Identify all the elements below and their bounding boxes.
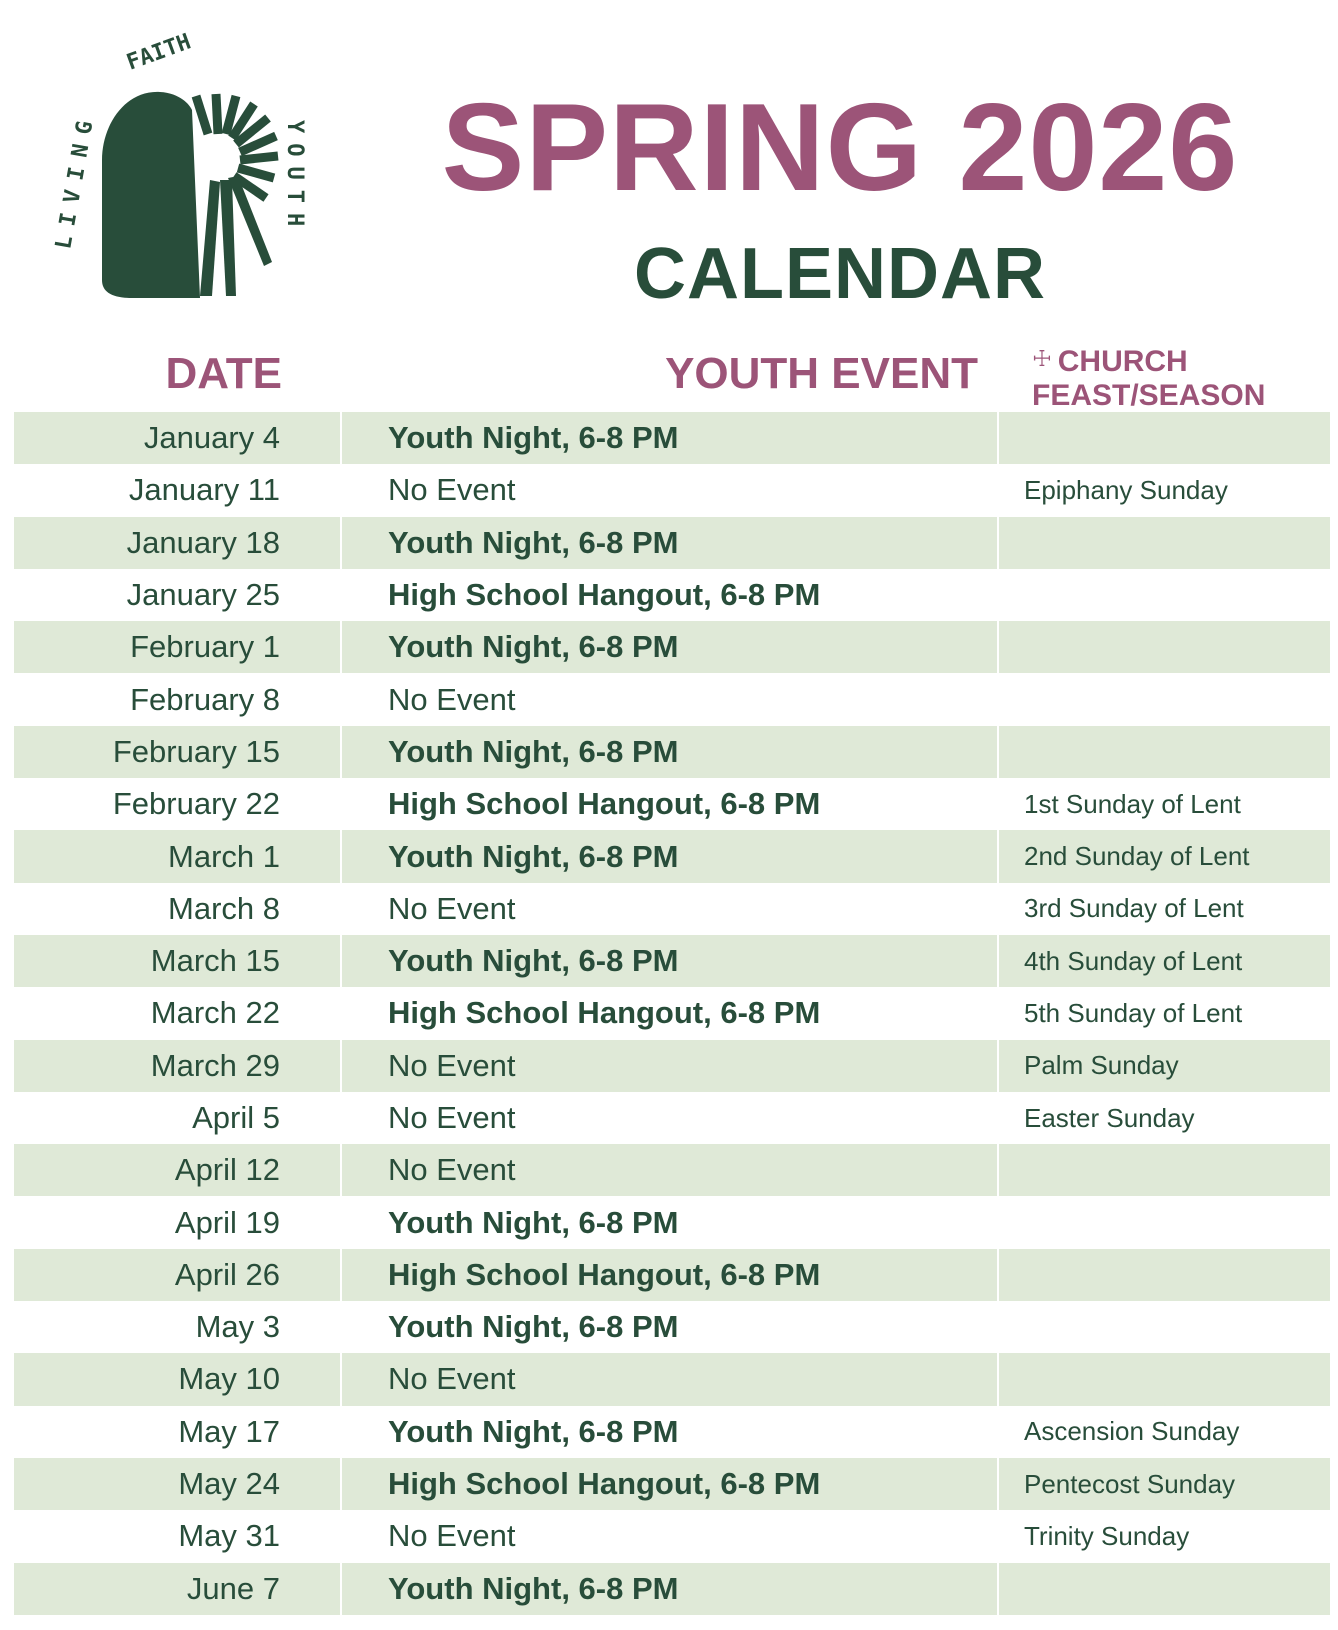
date-cell: March 8 xyxy=(14,883,342,935)
table-row xyxy=(14,1406,1330,1458)
youth-event-cell: Youth Night, 6-8 PM xyxy=(342,1406,999,1458)
youth-event-cell: No Event xyxy=(342,1353,999,1405)
church-feast-cell xyxy=(999,1196,1330,1248)
table-row xyxy=(14,1196,1330,1248)
date-cell: April 19 xyxy=(14,1196,342,1248)
church-feast-cell: Ascension Sunday xyxy=(1024,1416,1240,1447)
church-header-line2: FEAST/SEASON xyxy=(1032,379,1266,412)
youth-event-cell: No Event xyxy=(342,1040,999,1092)
date-cell: February 22 xyxy=(14,778,342,830)
table-row xyxy=(14,778,1330,830)
church-header-line1: CHURCH xyxy=(1057,345,1188,378)
youth-event-cell: Youth Night, 6-8 PM xyxy=(342,830,999,882)
date-cell: March 29 xyxy=(14,1040,342,1092)
table-row xyxy=(14,1249,1330,1301)
church-feast-cell xyxy=(999,621,1330,673)
table-row xyxy=(14,569,1330,621)
church-feast-cell xyxy=(999,1301,1330,1353)
church-feast-cell: 3rd Sunday of Lent xyxy=(1024,893,1244,924)
table-row xyxy=(14,1353,1330,1405)
cross-icon: ☩ xyxy=(1032,346,1052,371)
church-feast-cell: Easter Sunday xyxy=(1024,1102,1195,1133)
table-row xyxy=(14,1040,1330,1092)
date-cell: April 5 xyxy=(14,1092,342,1144)
youth-event-cell: No Event xyxy=(342,1092,999,1144)
church-feast-cell: Palm Sunday xyxy=(1024,1050,1179,1081)
church-feast-cell xyxy=(999,517,1330,569)
table-row xyxy=(14,883,1330,935)
svg-text:LIVING: LIVING xyxy=(51,109,101,252)
church-feast-cell xyxy=(999,1249,1330,1301)
date-cell: March 22 xyxy=(14,987,342,1039)
date-cell: January 11 xyxy=(14,464,342,516)
church-feast-cell xyxy=(999,726,1330,778)
date-cell: June 7 xyxy=(14,1563,342,1615)
date-cell: April 12 xyxy=(14,1144,342,1196)
table-row xyxy=(14,726,1330,778)
column-header-church-feast xyxy=(1032,342,1265,413)
table-row xyxy=(14,987,1330,1039)
church-feast-cell xyxy=(999,1563,1330,1615)
youth-event-cell: No Event xyxy=(342,1510,999,1562)
youth-event-cell: No Event xyxy=(342,883,999,935)
youth-event-cell: No Event xyxy=(342,464,999,516)
column-header-youth-event: YOUTH EVENT xyxy=(665,349,978,398)
youth-event-cell: Youth Night, 6-8 PM xyxy=(342,726,999,778)
table-row xyxy=(14,1458,1330,1510)
date-cell: May 3 xyxy=(14,1301,342,1353)
date-cell: February 1 xyxy=(14,621,342,673)
youth-event-cell: Youth Night, 6-8 PM xyxy=(342,1563,999,1615)
table-row xyxy=(14,1510,1330,1562)
youth-event-cell: High School Hangout, 6-8 PM xyxy=(342,1249,999,1301)
church-feast-cell: 4th Sunday of Lent xyxy=(1024,945,1243,976)
youth-event-cell: Youth Night, 6-8 PM xyxy=(342,412,999,464)
date-cell: April 26 xyxy=(14,1249,342,1301)
church-feast-cell xyxy=(999,1144,1330,1196)
church-feast-cell: Epiphany Sunday xyxy=(1024,474,1228,505)
table-row xyxy=(14,464,1330,516)
table-row xyxy=(14,412,1330,464)
date-cell: May 10 xyxy=(14,1353,342,1405)
youth-event-cell: Youth Night, 6-8 PM xyxy=(342,1196,999,1248)
youth-event-cell: Youth Night, 6-8 PM xyxy=(342,621,999,673)
calendar-table xyxy=(14,412,1330,1615)
church-feast-cell xyxy=(999,1353,1330,1405)
page-title: SPRING 2026 xyxy=(441,79,1239,217)
church-feast-cell xyxy=(999,673,1330,725)
youth-event-cell: High School Hangout, 6-8 PM xyxy=(342,1458,999,1510)
youth-event-cell: High School Hangout, 6-8 PM xyxy=(342,569,999,621)
date-cell: May 31 xyxy=(14,1510,342,1562)
table-row xyxy=(14,517,1330,569)
column-header-date: DATE xyxy=(165,349,282,398)
youth-event-cell: Youth Night, 6-8 PM xyxy=(342,1301,999,1353)
youth-event-cell: No Event xyxy=(342,1144,999,1196)
date-cell: January 4 xyxy=(14,412,342,464)
youth-event-cell: High School Hangout, 6-8 PM xyxy=(342,778,999,830)
table-row xyxy=(14,673,1330,725)
table-row xyxy=(14,830,1330,882)
youth-event-cell: Youth Night, 6-8 PM xyxy=(342,935,999,987)
date-cell: January 18 xyxy=(14,517,342,569)
youth-event-cell: Youth Night, 6-8 PM xyxy=(342,517,999,569)
date-cell: February 8 xyxy=(14,673,342,725)
date-cell: May 17 xyxy=(14,1406,342,1458)
living-faith-youth-logo xyxy=(40,30,340,320)
table-row xyxy=(14,1144,1330,1196)
table-row xyxy=(14,1563,1330,1615)
youth-event-cell: No Event xyxy=(342,673,999,725)
date-cell: January 25 xyxy=(14,569,342,621)
church-feast-cell: 2nd Sunday of Lent xyxy=(1024,841,1250,872)
date-cell: February 15 xyxy=(14,726,342,778)
svg-text:FAITH: FAITH xyxy=(123,30,195,76)
table-row xyxy=(14,1301,1330,1353)
date-cell: March 15 xyxy=(14,935,342,987)
table-row xyxy=(14,935,1330,987)
svg-text:YOUTH: YOUTH xyxy=(282,120,307,237)
church-feast-cell xyxy=(999,412,1330,464)
church-feast-cell: 5th Sunday of Lent xyxy=(1024,997,1243,1028)
youth-event-cell: High School Hangout, 6-8 PM xyxy=(342,987,999,1039)
church-feast-cell: 1st Sunday of Lent xyxy=(1024,788,1241,819)
table-row xyxy=(14,621,1330,673)
church-feast-cell: Pentecost Sunday xyxy=(1024,1468,1236,1499)
church-feast-cell: Trinity Sunday xyxy=(1024,1520,1190,1551)
date-cell: March 1 xyxy=(14,830,342,882)
church-feast-cell xyxy=(999,569,1330,621)
table-row xyxy=(14,1092,1330,1144)
page-subtitle: CALENDAR xyxy=(634,234,1046,314)
sunburst-doorway-icon xyxy=(40,30,340,320)
date-cell: May 24 xyxy=(14,1458,342,1510)
